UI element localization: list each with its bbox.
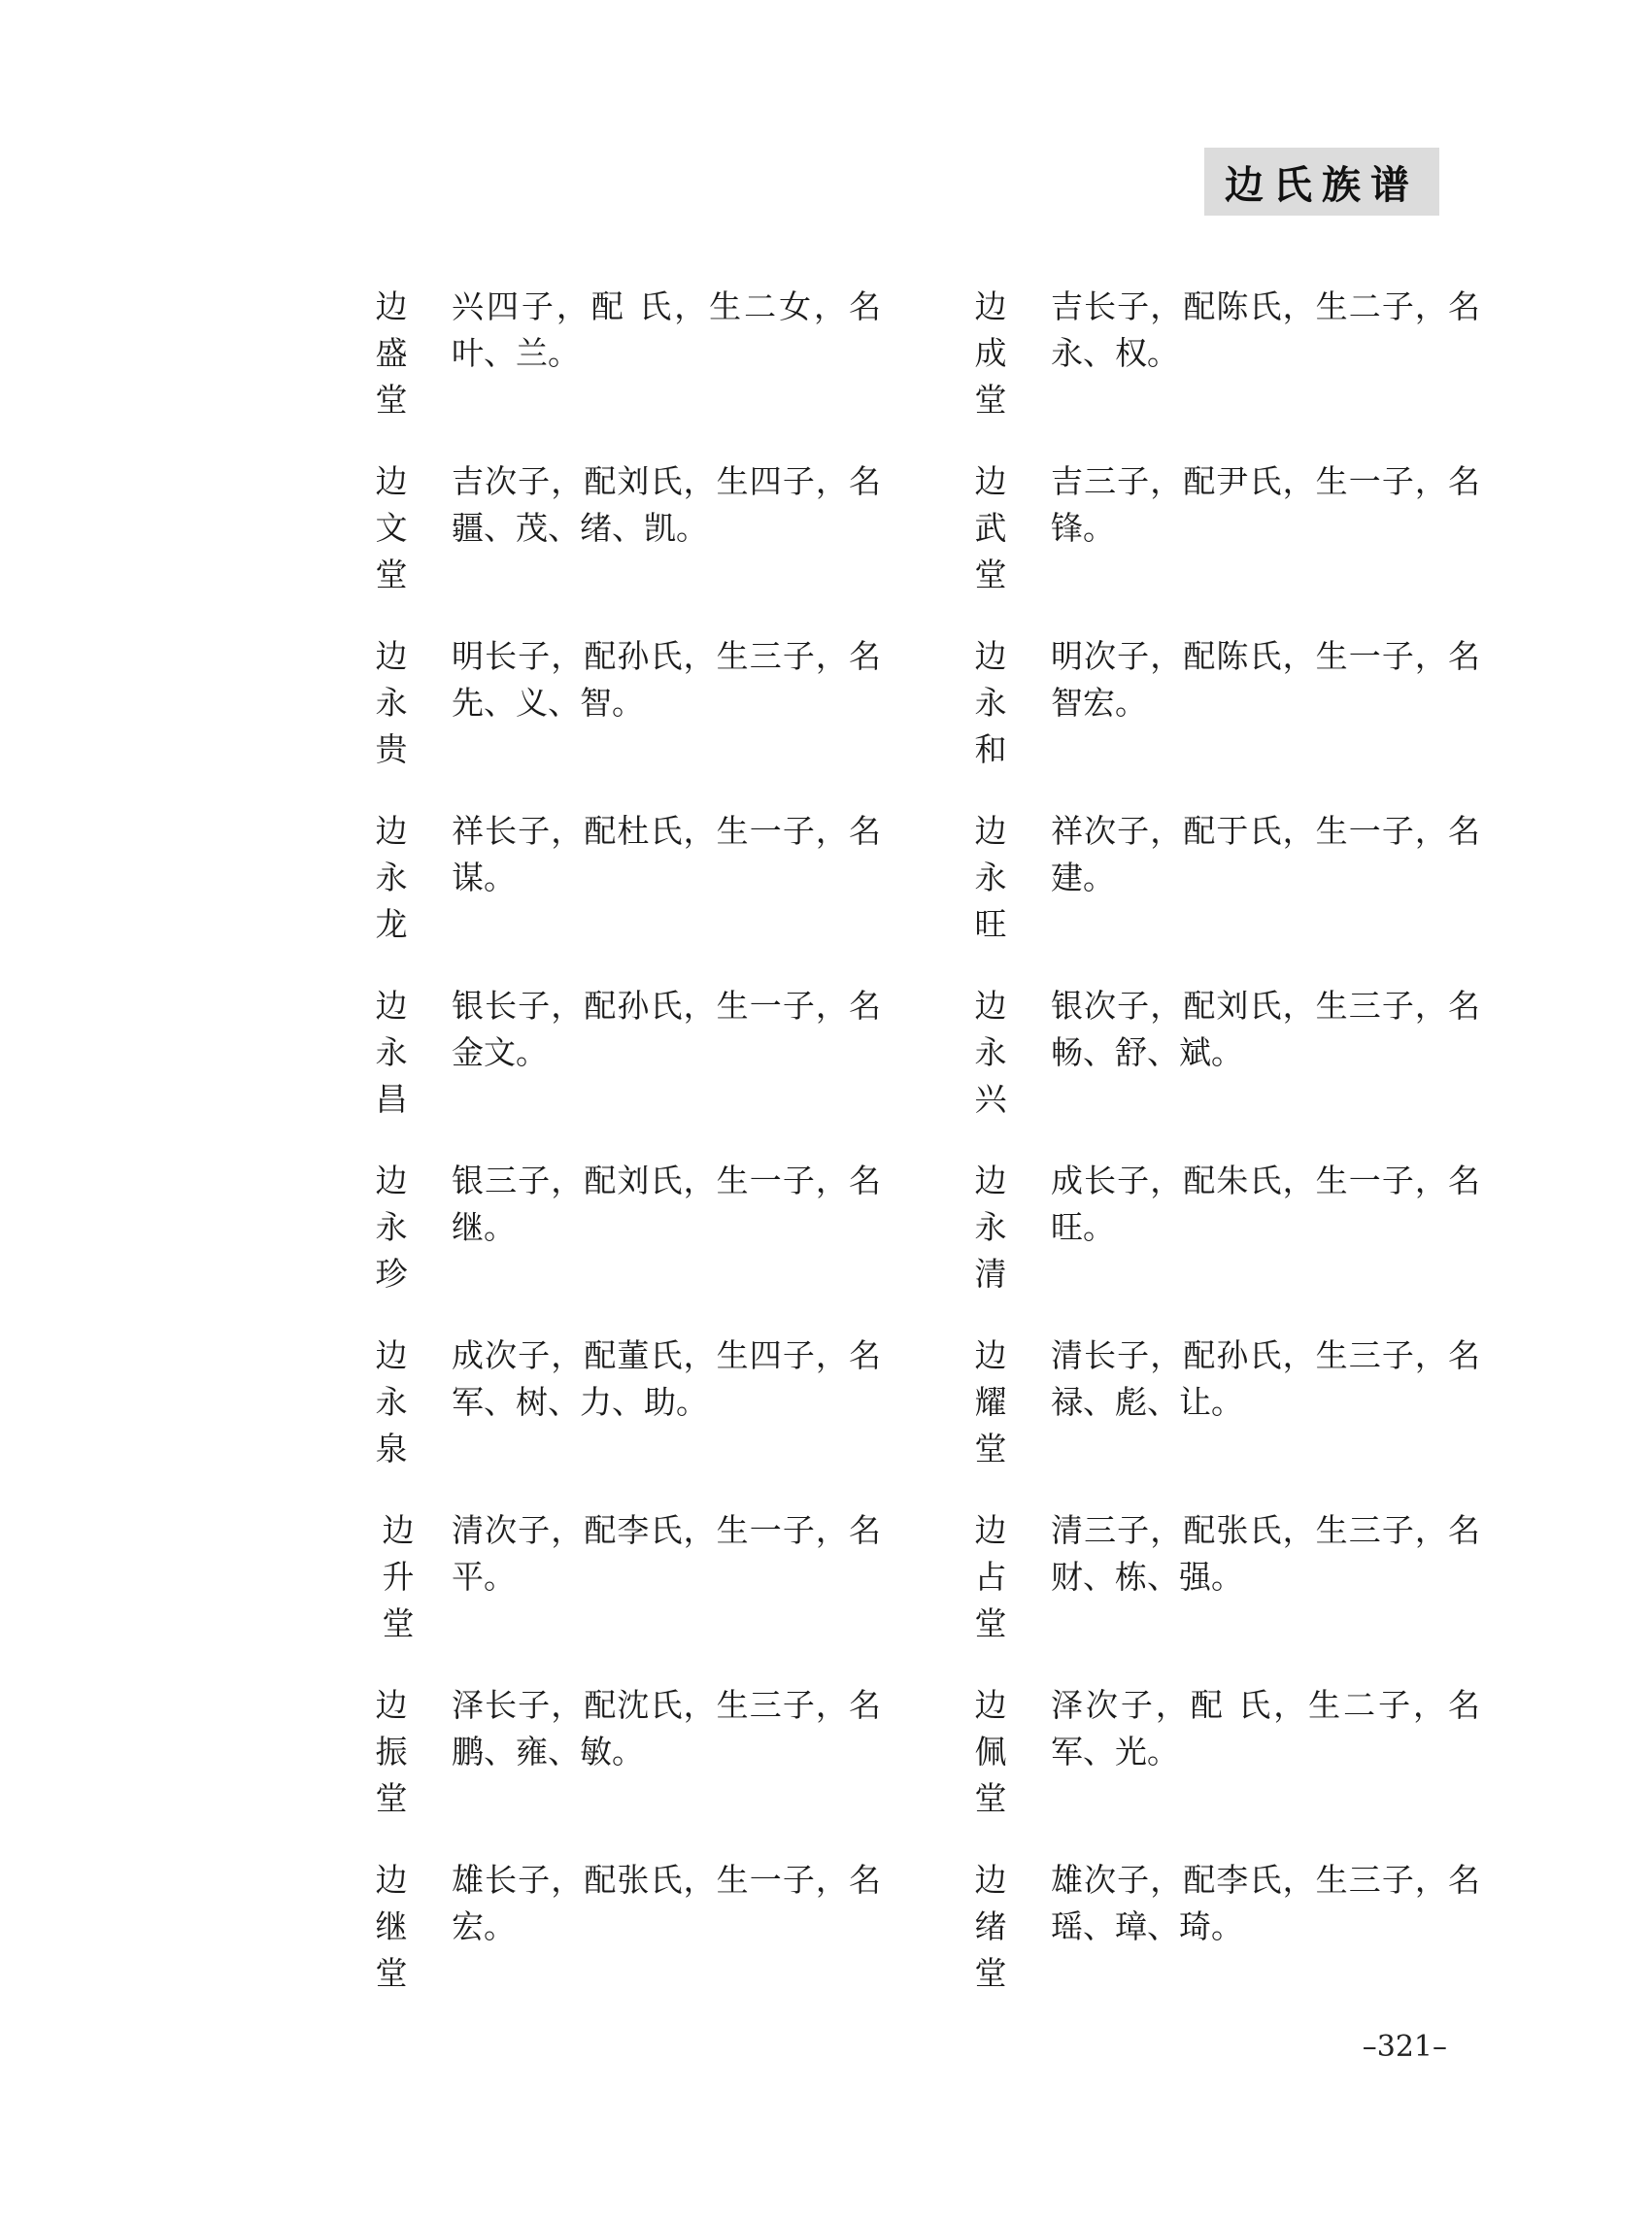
entry-name: 边 永 和 <box>974 637 1007 768</box>
entry-text: 银次子，配刘氏，生三子，名畅、舒、斌。 <box>1051 987 1480 1071</box>
entry-text: 吉长子，配陈氏，生二子，名永、权。 <box>1051 287 1480 372</box>
entry-text: 雄次子，配李氏，生三子，名瑶、璋、琦。 <box>1051 1861 1480 1945</box>
entry-text: 成长子，配朱氏，生一子，名旺。 <box>1051 1162 1480 1246</box>
entry-name: 边 永 泉 <box>375 1336 408 1467</box>
entry-text: 清长子，配孙氏，生三子，名禄、彪、让。 <box>1051 1336 1480 1421</box>
entry-name: 边 绪 堂 <box>974 1861 1007 1992</box>
entry-name: 边 成 堂 <box>974 287 1007 419</box>
entry-text: 成次子，配董氏，生四子，名军、树、力、助。 <box>452 1336 881 1421</box>
entry-text: 银三子，配刘氏，生一子，名继。 <box>452 1162 881 1246</box>
entry-text: 明次子，配陈氏，生一子，名智宏。 <box>1051 637 1480 722</box>
entry-text: 清次子，配李氏，生一子，名平。 <box>452 1511 881 1596</box>
entry-name: 边 盛 堂 <box>375 287 408 419</box>
page-number: –321– <box>1362 2030 1447 2064</box>
entry-text: 祥长子，配杜氏，生一子，名谋。 <box>452 812 881 896</box>
entry-name: 边 永 贵 <box>375 637 408 768</box>
entry-name: 边 振 堂 <box>375 1686 408 1817</box>
entry-name: 边 占 堂 <box>974 1511 1007 1642</box>
entry-text: 吉次子，配刘氏，生四子，名疆、茂、绪、凯。 <box>452 462 881 547</box>
entry-name: 边 佩 堂 <box>974 1686 1007 1817</box>
entry-name: 边 永 龙 <box>375 812 408 943</box>
entry-name: 边 文 堂 <box>375 462 408 593</box>
entry-text: 雄长子，配张氏，生一子，名宏。 <box>452 1861 881 1945</box>
entry-name: 边 武 堂 <box>974 462 1007 593</box>
entry-name: 边 继 堂 <box>375 1861 408 1992</box>
entry-name: 边 永 珍 <box>375 1162 408 1293</box>
entry-text: 祥次子，配于氏，生一子，名建。 <box>1051 812 1480 896</box>
entry-text: 明长子，配孙氏，生三子，名先、义、智。 <box>452 637 881 722</box>
entry-text: 兴四子，配 氏，生二女，名叶、兰。 <box>452 287 881 372</box>
entry-text: 泽长子，配沈氏，生三子，名鹏、雍、敏。 <box>452 1686 881 1771</box>
entry-name: 边 永 昌 <box>375 987 408 1118</box>
entry-name: 边 耀 堂 <box>974 1336 1007 1467</box>
entry-text: 清三子，配张氏，生三子，名财、栋、强。 <box>1051 1511 1480 1596</box>
page-title: 边氏族谱 <box>1225 162 1419 208</box>
entry-name: 边 永 旺 <box>974 812 1007 943</box>
entry-name: 边 升 堂 <box>382 1511 415 1642</box>
entry-text: 银长子，配孙氏，生一子，名金文。 <box>452 987 881 1071</box>
entry-text: 泽次子，配 氏，生二子，名军、光。 <box>1051 1686 1480 1771</box>
entry-name: 边 永 兴 <box>974 987 1007 1118</box>
entry-name: 边 永 清 <box>974 1162 1007 1293</box>
entry-text: 吉三子，配尹氏，生一子，名锋。 <box>1051 462 1480 547</box>
